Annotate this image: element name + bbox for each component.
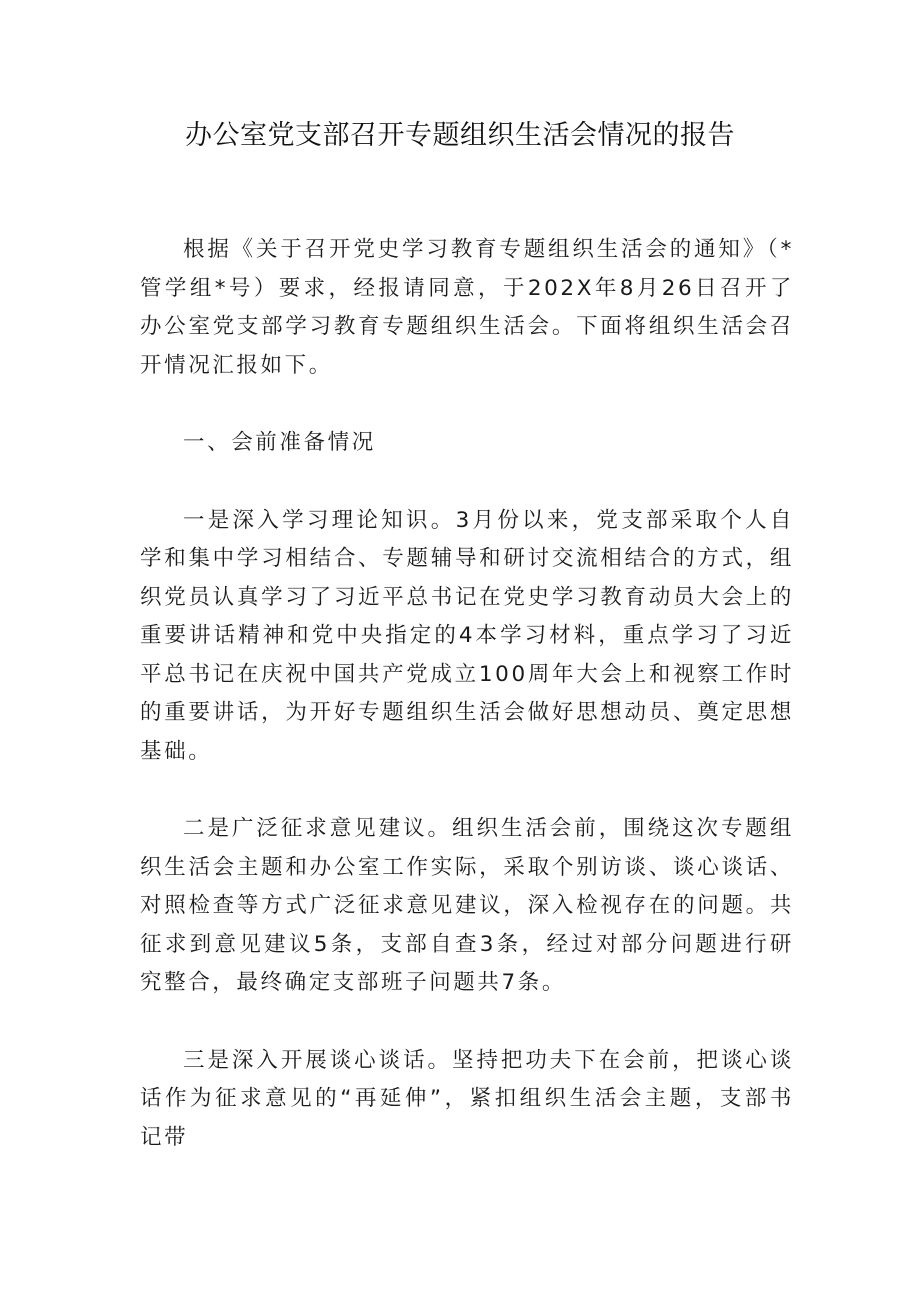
intro-paragraph: 根据《关于召开党史学习教育专题组织生活会的通知》（*管学组*号）要求，经报请同意，于202X年8月26日召开了办公室党支部学习教育专题组织生活会。下面将组织生活会召开情况汇报如下。	[140, 237, 794, 378]
document-body	[140, 231, 794, 1196]
document-title: 办公室党支部召开专题组织生活会情况的报告	[185, 120, 735, 151]
paragraph-theory-study: 一是深入学习理论知识。3月份以来，党支部采取个人自学和集中学习相结合、专题辅导和研讨交流相结合的方式，组织党员认真学习了习近平总书记在党史学习教育动员大会上的重要讲话精神和党中央指定的4本学习材料，重点学习了习近平总书记在庆祝中国共产党成立100周年大会上和视察工作时的重要讲话，为开好专题组织生活会做好思想动员、奠定思想基础。	[140, 507, 794, 764]
section-heading-preparation: 一、会前准备情况	[183, 430, 376, 455]
paragraph-heart-to-heart-talks: 三是深入开展谈心谈话。坚持把功夫下在会前，把谈心谈话作为征求意见的“再延伸”，紧扣组织生活会主题，支部书记带	[140, 1047, 794, 1150]
paragraph-solicit-opinions: 二是广泛征求意见建议。组织生活会前，围绕这次专题组织生活会主题和办公室工作实际，采取个别访谈、谈心谈话、对照检查等方式广泛征求意见建议，深入检视存在的问题。共征求到意见建议5条，支部自查3条，经过对部分问题进行研究整合，最终确定支部班子问题共7条。	[140, 816, 794, 995]
